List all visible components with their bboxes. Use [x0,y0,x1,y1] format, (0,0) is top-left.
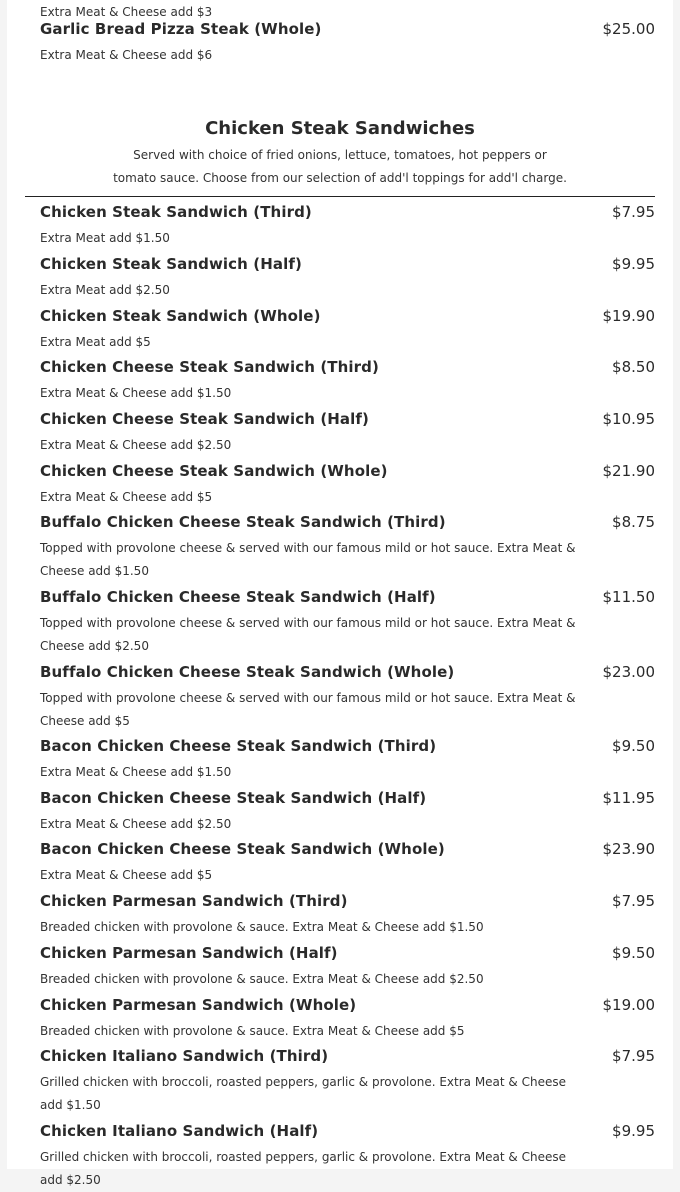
menu-item-name: Chicken Steak Sandwich (Whole) [40,307,321,325]
menu-item-description: Extra Meat add $2.50 [40,283,170,297]
menu-item-name: Buffalo Chicken Cheese Steak Sandwich (Half) [40,588,436,606]
menu-item-price: $7.95 [612,892,655,910]
menu-item-description: Extra Meat & Cheese add $2.50 [40,438,232,452]
menu-item-description: Extra Meat & Cheese add $3 [40,5,213,19]
menu-item-name: Chicken Parmesan Sandwich (Half) [40,944,338,962]
menu-item-price: $8.75 [612,513,655,531]
menu-item-description: Topped with provolone cheese & served with our famous mild or hot sauce. Extra Meat & Cheese add $1.50 [40,541,576,578]
menu-item-description: Extra Meat & Cheese add $5 [40,868,213,882]
menu-item-description: Grilled chicken with broccoli, roasted peppers, garlic & provolone. Extra Meat & Cheese add $1.50 [40,1075,566,1112]
menu-item-name: Bacon Chicken Cheese Steak Sandwich (Half) [40,789,427,807]
menu-item-name: Chicken Steak Sandwich (Half) [40,255,302,273]
menu-item-name: Garlic Bread Pizza Steak (Whole) [40,20,322,38]
menu-item-description: Extra Meat & Cheese add $5 [40,490,213,504]
menu-item-price: $19.00 [602,996,655,1014]
menu-item-price: $9.95 [612,255,655,273]
menu-item-price: $9.95 [612,1122,655,1140]
menu-item-price: $19.90 [602,307,655,325]
section-title: Chicken Steak Sandwiches [205,118,475,139]
menu-item-name: Chicken Italiano Sandwich (Third) [40,1047,329,1065]
menu-item-description: Topped with provolone cheese & served with our famous mild or hot sauce. Extra Meat & Cheese add $2.50 [40,616,576,653]
menu-item-price: $7.95 [612,1047,655,1065]
menu-item-description: Extra Meat & Cheese add $1.50 [40,765,232,779]
menu-item-name: Buffalo Chicken Cheese Steak Sandwich (Third) [40,513,446,531]
section-divider [25,196,655,197]
menu-item-price: $8.50 [612,358,655,376]
menu-item-price: $9.50 [612,944,655,962]
menu-item-description: Extra Meat & Cheese add $1.50 [40,386,232,400]
menu-item-name: Chicken Italiano Sandwich (Half) [40,1122,319,1140]
menu-item-name: Chicken Cheese Steak Sandwich (Third) [40,358,379,376]
menu-item-description: Topped with provolone cheese & served with our famous mild or hot sauce. Extra Meat & Cheese add $5 [40,691,576,728]
menu-item-price: $23.90 [602,840,655,858]
menu-item-name: Chicken Parmesan Sandwich (Third) [40,892,348,910]
menu-item-description: Extra Meat add $5 [40,335,151,349]
menu-item-name: Chicken Cheese Steak Sandwich (Half) [40,410,369,428]
menu-item-description: Breaded chicken with provolone & sauce. Extra Meat & Cheese add $1.50 [40,920,484,934]
menu-item-description: Extra Meat & Cheese add $2.50 [40,817,232,831]
menu-item-name: Chicken Parmesan Sandwich (Whole) [40,996,357,1014]
menu-item-price: $11.95 [602,789,655,807]
menu-item-name: Bacon Chicken Cheese Steak Sandwich (Third) [40,737,437,755]
menu-item-price: $9.50 [612,737,655,755]
menu-item-name: Buffalo Chicken Cheese Steak Sandwich (Whole) [40,663,455,681]
menu-item-description: Extra Meat & Cheese add $6 [40,48,213,62]
menu-item-price: $25.00 [602,20,655,38]
menu-item-price: $23.00 [602,663,655,681]
section-description: Served with choice of fried onions, lettuce, tomatoes, hot peppers or tomato sauce. Choose from our selection of add'l toppings for add'l charge. [113,148,567,185]
menu-item-description: Extra Meat add $1.50 [40,231,170,245]
menu-item-price: $7.95 [612,203,655,221]
menu-item-price: $21.90 [602,462,655,480]
menu-item-price: $10.95 [602,410,655,428]
menu-item-description: Breaded chicken with provolone & sauce. Extra Meat & Cheese add $5 [40,1024,465,1038]
menu-item-price: $11.50 [602,588,655,606]
menu-item-name: Bacon Chicken Cheese Steak Sandwich (Whole) [40,840,445,858]
menu-item-description: Grilled chicken with broccoli, roasted peppers, garlic & provolone. Extra Meat & Cheese add $2.50 [40,1150,566,1187]
menu-item-description: Breaded chicken with provolone & sauce. Extra Meat & Cheese add $2.50 [40,972,484,986]
menu-item-name: Chicken Steak Sandwich (Third) [40,203,312,221]
menu-item-name: Chicken Cheese Steak Sandwich (Whole) [40,462,388,480]
menu-page [7,0,673,1187]
